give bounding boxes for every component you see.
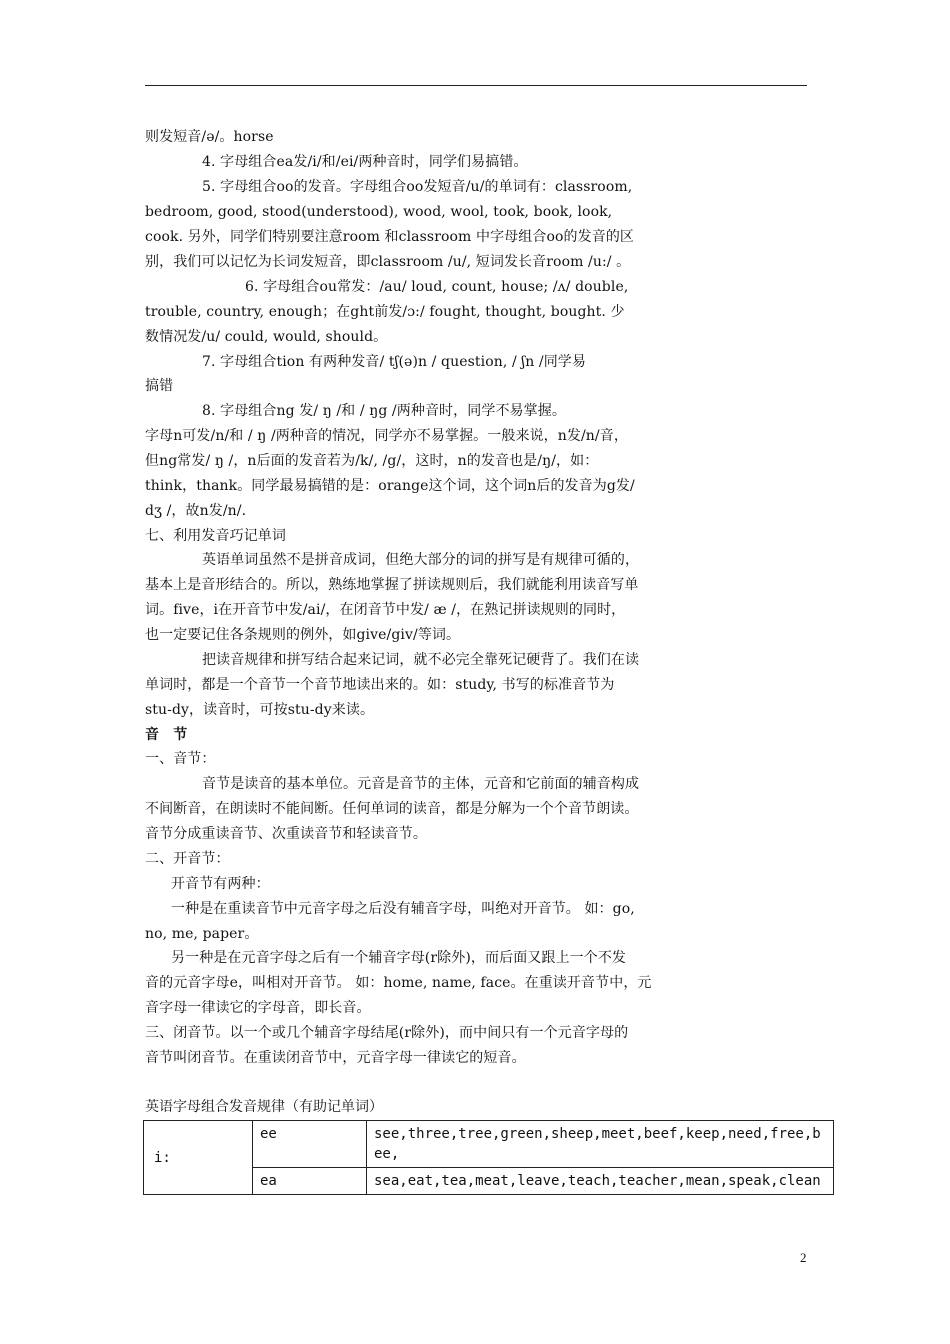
table-row [144,1121,834,1168]
header-rule [145,85,807,86]
text-line: stu-dy，读音时，可按stu-dy来读。 [145,702,375,718]
text-line: 则发短音/ə/。horse [145,129,274,145]
text-line: 音节叫闭音节。在重读闭音节中，元音字母一律读它的短音。 [145,1050,526,1066]
text-line: 音字母一律读它的字母音，即长音。 [145,1000,371,1016]
text-line: 开音节有两种： [171,876,270,892]
page-number: 2 [800,1250,807,1265]
combo-cell: ea [253,1168,367,1195]
text-line: 单词时，都是一个音节一个音节地读出来的。如：study, 书写的标准音节为 [145,677,615,693]
text-line: bedroom, good, stood(understood), wood, wool, took, book, look, [145,204,613,220]
text-line: 也一定要记住各条规则的例外，如give/giv/等词。 [145,627,461,643]
text-line: 音节分成重读音节、次重读音节和轻读音节。 [145,826,427,842]
text-line: 音节是读音的基本单位。元音是音节的主体，元音和它前面的辅音构成 [202,776,640,792]
pronunciation-table [143,1120,834,1195]
text-line: 4. 字母组合ea发/i/和/ei/两种音时，同学们易搞错。 [202,154,528,170]
sound-cell: i: [144,1121,253,1195]
words-line: ee, [374,1146,400,1162]
text-line: dʒ /，故n发/n/. [145,503,247,519]
text-line: 搞错 [145,378,174,394]
text-line: 但ng常发/ ŋ /，n后面的发音若为/k/, /g/，这时，n的发音也是/ŋ/，如： [145,453,599,469]
words-cell: sea,eat,tea,meat,leave,teach,teacher,mean,speak,clean [367,1168,834,1195]
words-line: see,three,tree,green,sheep,meet,beef,keep,need,free,b [374,1126,821,1142]
text-line: 把读音规律和拼写结合起来记词，就不必完全靠死记硬背了。我们在读 [202,652,640,668]
text-line: 字母n可发/n/和 / ŋ /两种音的情况，同学亦不易掌握。一般来说，n发/n/音， [145,428,628,444]
section-heading: 三、闭音节。以一个或几个辅音字母结尾(r除外)，而中间只有一个元音字母的 [145,1025,629,1041]
text-line: 别，我们可以记忆为长词发短音，即classroom /u/, 短词发长音room /u:/ 。 [145,254,631,270]
text-line: 8. 字母组合ng 发/ ŋ /和 / ŋg /两种音时，同学不易掌握。 [202,403,566,419]
text-line: 5. 字母组合oo的发音。字母组合oo发短音/u/的单词有：classroom, [202,179,633,195]
text-line: 基本上是音形结合的。所以，熟练地掌握了拼读规则后，我们就能利用读音写单 [145,577,639,593]
text-line: cook. 另外，同学们特别要注意room 和classroom 中字母组合oo的发音的区 [145,229,635,245]
text-line: 6. 字母组合ou常发：/au/ loud, count, house; /ʌ/ double, [245,279,629,295]
section-heading: 七、利用发音巧记单词 [145,528,286,544]
text-line: think，thank。同学最易搞错的是：orange这个词，这个词n后的发音为g发/ [145,478,635,494]
words-cell [367,1121,834,1168]
text-line: 不间断音，在朗读时不能间断。任何单词的读音，都是分解为一个个音节朗读。 [145,801,639,817]
section-heading: 一、音节： [145,751,216,767]
section-title: 音 节 [145,727,188,743]
text-line: 数情况发/u/ could, would, should。 [145,329,388,345]
text-line: 词。five，i在开音节中发/ai/，在闭音节中发/ æ /，在熟记拼读规则的同时， [145,602,626,618]
text-line: 另一种是在元音字母之后有一个辅音字母(r除外)，而后面又跟上一个不发 [171,950,627,966]
combo-cell: ee [253,1121,367,1168]
text-line: 英语单词虽然不是拼音成词，但绝大部分的词的拼写是有规律可循的， [202,552,640,568]
text-line: 音的元音字母e，叫相对开音节。 如：home, name, face。在重读开音节中，元 [145,975,652,991]
text-line: 7. 字母组合tion 有两种发音/ tʃ(ə)n / question, / ʃn /同学易 [202,354,586,370]
text-line: trouble, country, enough；在ght前发/ɔ:/ fought, thought, bought. 少 [145,304,625,320]
text-line: 一种是在重读音节中元音字母之后没有辅音字母，叫绝对开音节。 如：go, [171,901,635,917]
table-caption: 英语字母组合发音规律（有助记单词） [145,1099,383,1115]
section-heading: 二、开音节： [145,851,230,867]
text-line: no, me, paper。 [145,926,259,942]
